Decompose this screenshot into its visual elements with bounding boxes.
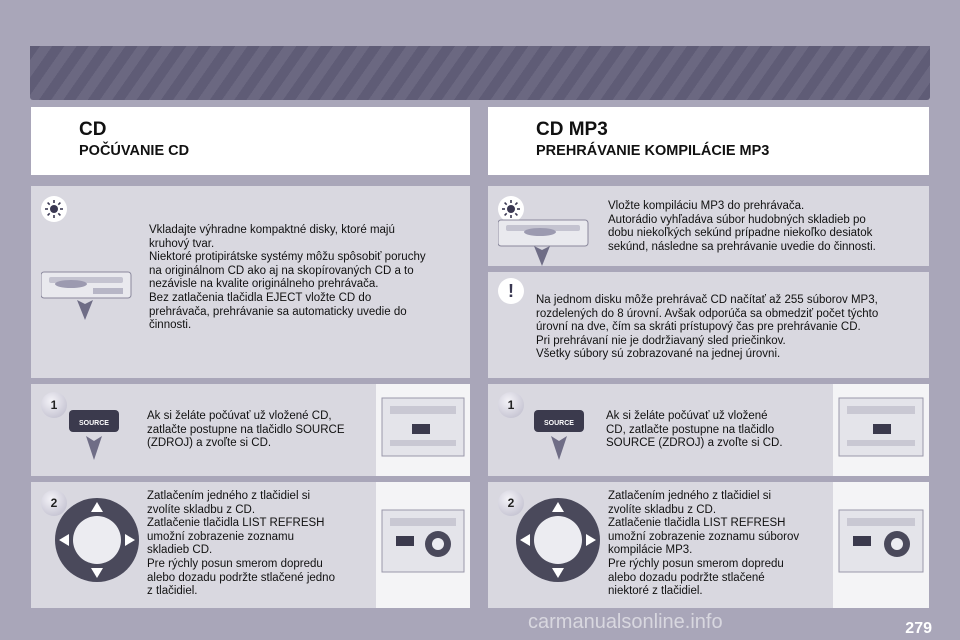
right-intro-panel xyxy=(488,186,929,266)
left-intro-panel xyxy=(31,186,470,378)
step-number-badge: 2 xyxy=(498,490,524,516)
source-button-label: SOURCE xyxy=(79,420,109,427)
cd-slot-illustration xyxy=(498,214,593,266)
left-step1-panel xyxy=(31,384,470,476)
radio-unit-illustration xyxy=(833,384,929,476)
watermark: carmanualsonline.info xyxy=(528,611,723,633)
right-warning-panel xyxy=(488,272,929,378)
left-step2-panel xyxy=(31,482,470,608)
decorative-top-band xyxy=(30,46,930,100)
cd-slot-illustration xyxy=(41,262,136,322)
right-step1-panel xyxy=(488,384,929,476)
left-step1-text: Ak si želáte počúvať už vložené CD, zatlačte postupne na tlačidlo SOURCE (ZDROJ) a zvoľte si CD. xyxy=(147,410,345,450)
source-button-label: SOURCE xyxy=(544,420,574,427)
source-button-illustration xyxy=(534,406,586,460)
right-step2-text: Zatlačením jedného z tlačidiel si zvolíte skladbu z CD. Zatlačenie tlačidla LIST REFRESH umožní zobrazenie zoznamu súborov kompilácie MP3. Pre rýchly posun smerom dopredu alebo dozadu podržte stlačené niektoré z tlačidiel. xyxy=(608,490,800,598)
left-section-header xyxy=(31,107,470,175)
page-number: 279 xyxy=(905,620,932,637)
left-subtitle: POČÚVANIE CD xyxy=(79,143,190,159)
radio-unit-illustration xyxy=(376,482,470,608)
source-button-illustration xyxy=(69,406,121,460)
step-number-badge: 1 xyxy=(41,392,67,418)
right-step2-panel xyxy=(488,482,929,608)
warning-icon: ! xyxy=(498,278,524,304)
navigation-buttons-illustration xyxy=(53,496,141,584)
left-step2-text: Zatlačením jedného z tlačidiel si zvolíte skladbu z CD. Zatlačenie tlačidla LIST REFRESH umožní zobrazenie zoznamu skladieb CD. Pre rýchly posun smerom dopredu alebo dozadu podržte stlačené jedno z tlačidiel. xyxy=(147,490,335,598)
right-section-header xyxy=(488,107,929,175)
sun-icon xyxy=(41,196,67,222)
left-intro-text: Vkladajte výhradne kompaktné disky, ktoré majú kruhový tvar. Niektoré protipirátske systémy môžu spôsobiť poruchy na originálnom CD ako aj na skopírovaných CD a to nezávisle na kvalite originálneho prehrávača. Bez zatlačenia tlačidla EJECT vložte CD do prehrávača, prehrávanie sa automaticky uvedie do činnosti. xyxy=(149,224,426,332)
navigation-buttons-illustration xyxy=(514,496,602,584)
step-number-badge: 1 xyxy=(498,392,524,418)
radio-unit-illustration xyxy=(833,482,929,608)
right-warning-text: Na jednom disku môže prehrávač CD načítať až 255 súborov MP3, rozdelených do 8 úrovní. Avšak odporúča sa obmedziť počet týchto úrovní na dve, čím sa skráti prístupový čas pre prehrávanie CD. Pri prehrávaní nie je dodržiavaný sled priečinkov. Všetky súbory sú zobrazované na jednej úrovni. xyxy=(536,294,879,361)
right-intro-text: Vložte kompiláciu MP3 do prehrávača. Autorádio vyhľadáva súbor hudobných skladieb po dobu niekoľkých sekúnd prípadne niekoľko desiatok sekúnd, následne sa prehrávanie uvedie do činnosti. xyxy=(608,200,876,253)
left-title: CD xyxy=(79,119,107,140)
right-subtitle: PREHRÁVANIE KOMPILÁCIE MP3 xyxy=(536,143,770,159)
step-number-badge: 2 xyxy=(41,490,67,516)
right-step1-text: Ak si želáte počúvať už vložené CD, zatlačte postupne na tlačidlo SOURCE (ZDROJ) a zvoľte si CD. xyxy=(606,410,783,450)
radio-unit-illustration xyxy=(376,384,470,476)
right-title: CD MP3 xyxy=(536,119,608,140)
